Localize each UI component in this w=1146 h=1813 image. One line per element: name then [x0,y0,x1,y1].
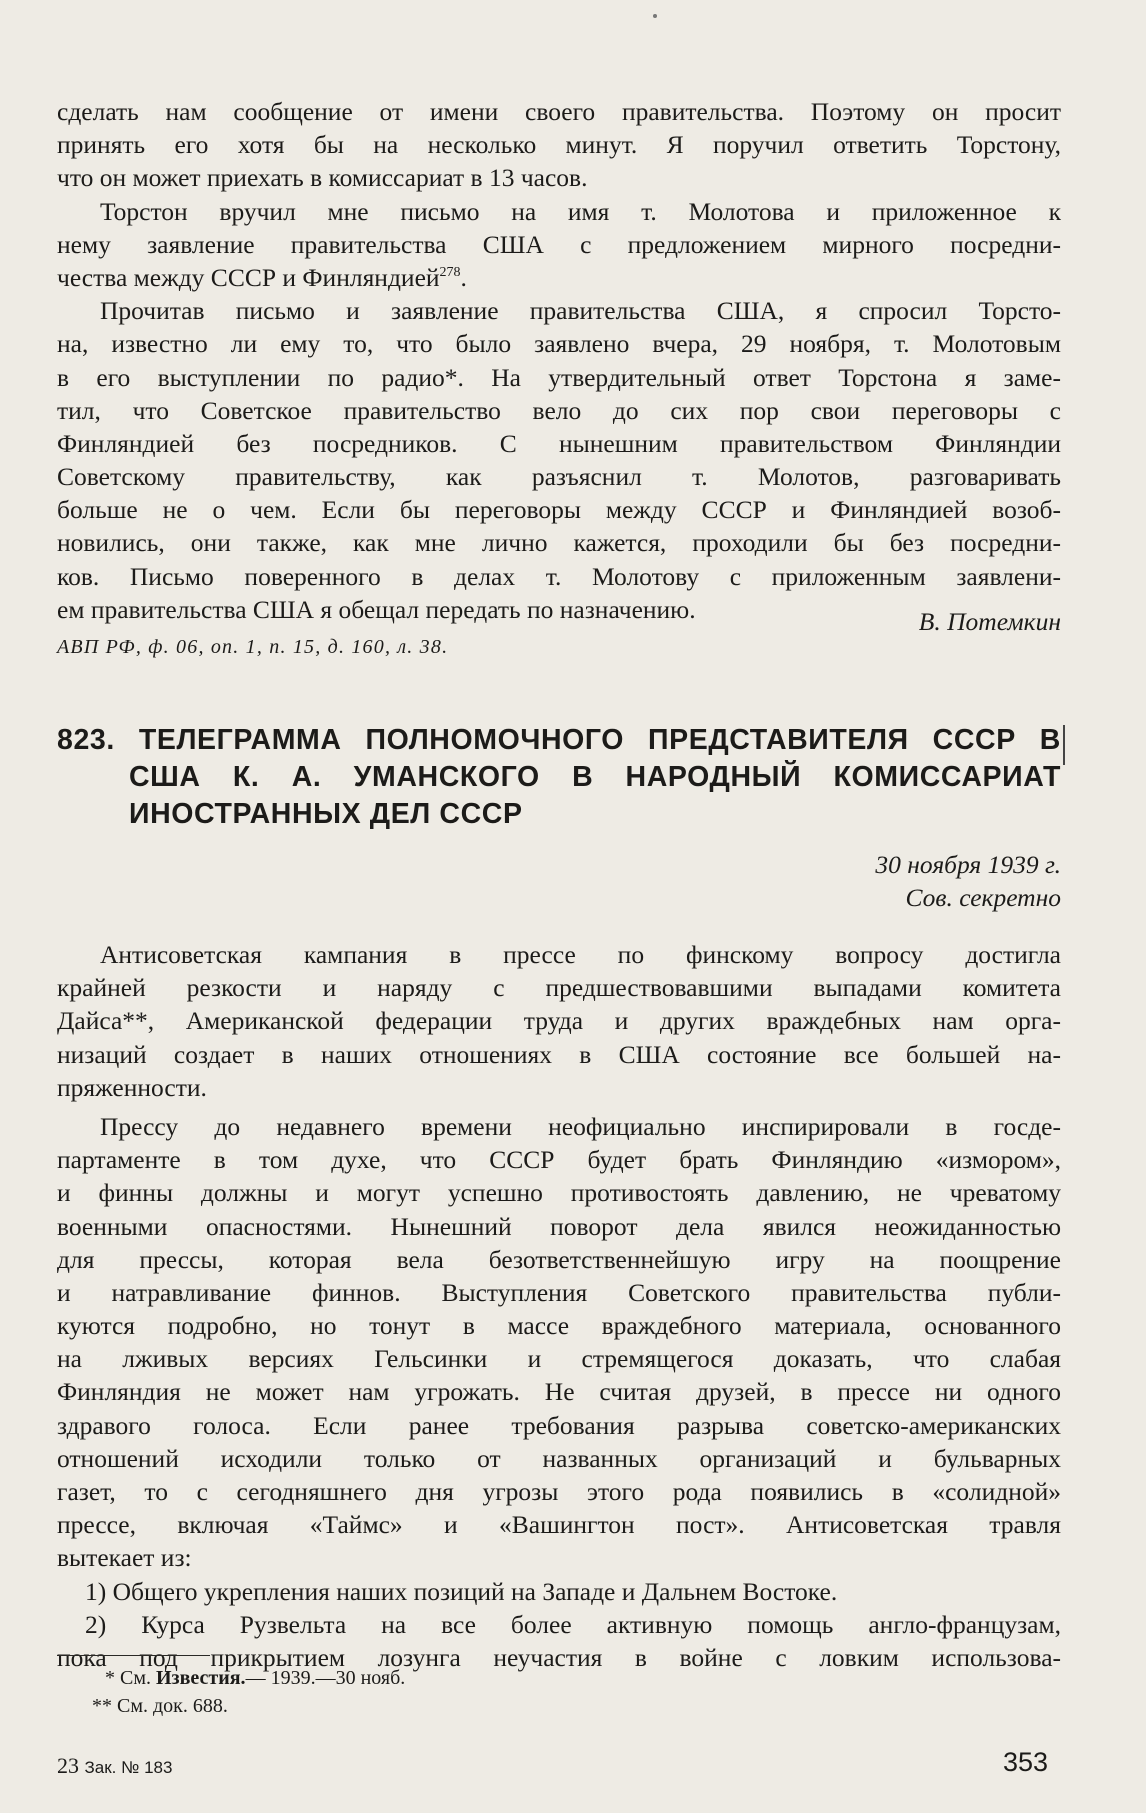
text-line: на лживых версиях Гельсинки и стремящегося доказать, что слабая [57,1344,1061,1374]
text-line: Финляндия не может нам угрожать. Не считая друзей, в прессе ни одного [57,1377,1061,1407]
footnote-text: См. [120,1667,151,1689]
text-line: чества между СССР и Финляндией$^{278}$. [57,262,467,292]
heading-line: США К. А. УМАНСКОГО В НАРОДНЫЙ КОМИССАРИАТ [129,761,1061,793]
text-line: отношений исходили только от названных организаций и бульварных [57,1443,1061,1473]
footnote-mark: ** [92,1695,112,1717]
text-line: Прочитав письмо и заявление правительства США, я спросил Торсто- [100,296,1061,326]
text-line: что он может приехать в комиссариат в 13 часов. [57,163,588,193]
footnote-ref: 278 [439,264,461,280]
text-line: Антисоветская кампания в прессе по финскому вопросу достигла [100,940,1061,969]
footnote-1 [105,1664,405,1692]
text-line: для прессы, которая вела безответственнейшую игру на поощрение [57,1244,1061,1274]
text-line: нему заявление правительства США с предложением мирного посредни- [57,229,1061,259]
text-line: прессе, включая «Таймс» и «Вашингтон пост». Антисоветская травля [57,1510,1061,1540]
text-block-bottom [57,938,1061,1674]
text-line: ков. Письмо поверенного в делах т. Молотову с приложенным заявлени- [57,561,1061,591]
text-line: Финляндией без посредников. С нынешним правительством Финляндии [57,428,1061,458]
signature-mark: 23 [57,1753,79,1778]
footnote-text: — 1939.—30 нояб. [245,1667,406,1689]
footnote-mark: * [105,1667,115,1689]
text-line: Торстон вручил мне письмо на имя т. Молотова и приложенное к [100,196,1061,226]
order-number: Зак. № 183 [84,1758,173,1777]
signature: В. Потемкин [918,607,1061,636]
text-line: куются подробно, но тонут в массе враждебного материала, основанного [57,1311,1061,1341]
text-line: низаций создает в наших отношениях в США состояние все большей на- [57,1039,1061,1069]
text-line: сделать нам сообщение от имени своего правительства. Поэтому он просит [57,97,1061,126]
margin-mark [1063,725,1065,765]
text-line: на, известно ли ему то, что было заявлено вчера, 29 ноября, т. Молотовым [57,329,1061,359]
document-date: 30 ноября 1939 г. [875,850,1061,879]
printer-signature [57,1753,172,1779]
text-line-part: чества между СССР и Финляндией [57,262,440,292]
page-number: 353 [1002,1747,1048,1777]
text-line: новились, они также, как мне лично кажется, проходили бы без посредни- [57,528,1061,558]
text-line: пряженности. [57,1072,207,1102]
scan-speck [653,14,657,18]
text-line: ем правительства США я обещал передать по назначению. [57,594,696,624]
date-block [875,848,1061,914]
footnote-2 [92,1692,228,1720]
text-line: и финны должны и могут успешно противостоять давлению, не чреватому [57,1178,1061,1208]
text-line: Дайса**, Американской федерации труда и других враждебных нам орга- [57,1006,1061,1036]
text-line: больше не о чем. Если бы переговоры между СССР и Финляндией возоб- [57,495,1061,525]
text-block-top [57,95,1061,626]
text-line: газет, то с сегодняшнего дня угрозы этого рода появились в «солидной» [57,1477,1061,1506]
text-line: Прессу до недавнего времени неофициально инспирировали в госде- [100,1111,1061,1141]
footnote-source: Известия. [156,1667,246,1689]
footnote-rule [57,1655,210,1656]
signature-block [57,606,1061,638]
list-item: 2) Курса Рузвельта на все более активную помощь англо-французам, [85,1609,1061,1639]
text-line: пока под прикрытием лозунга неучастия в войне с ловким использова- [57,1642,1061,1672]
text-line: военными опасностями. Нынешний поворот дела явился неожиданностью [57,1211,1061,1241]
heading-line: ИНОСТРАННЫХ ДЕЛ СССР [129,798,523,830]
document-heading [57,722,1061,833]
text-line: крайней резкости и наряду с предшествовавшими выпадами комитета [57,973,1061,1003]
archive-source: АВП РФ, ф. 06, оп. 1, п. 15, д. 160, л. 38. [57,636,449,658]
list-item: 1) Общего укрепления наших позиций на Западе и Дальнем Востоке. [85,1576,838,1606]
text-line: в его выступлении по радио*. На утвердительный ответ Торстона я заме- [57,362,1061,392]
heading-line: 823. ТЕЛЕГРАММА ПОЛНОМОЧНОГО ПРЕДСТАВИТЕЛЯ СССР В [57,724,1061,756]
text-line: здравого голоса. Если ранее требования разрыва советско-американских [57,1410,1061,1440]
text-line: принять его хотя бы на несколько минут. Я поручил ответить Торстону, [57,130,1061,160]
text-line: и натравливание финнов. Выступления Советского правительства публи- [57,1277,1061,1307]
text-line: вытекает из: [57,1543,192,1573]
text-line: Советскому правительству, как разъяснил т. Молотов, разговаривать [57,462,1061,492]
text-line: партаменте в том духе, что СССР будет брать Финляндию «измором», [57,1145,1061,1175]
footnote-text: См. док. 688. [117,1695,228,1717]
classification-mark: Сов. секретно [905,883,1061,912]
text-line: тил, что Советское правительство вело до сих пор свои переговоры с [57,395,1061,425]
